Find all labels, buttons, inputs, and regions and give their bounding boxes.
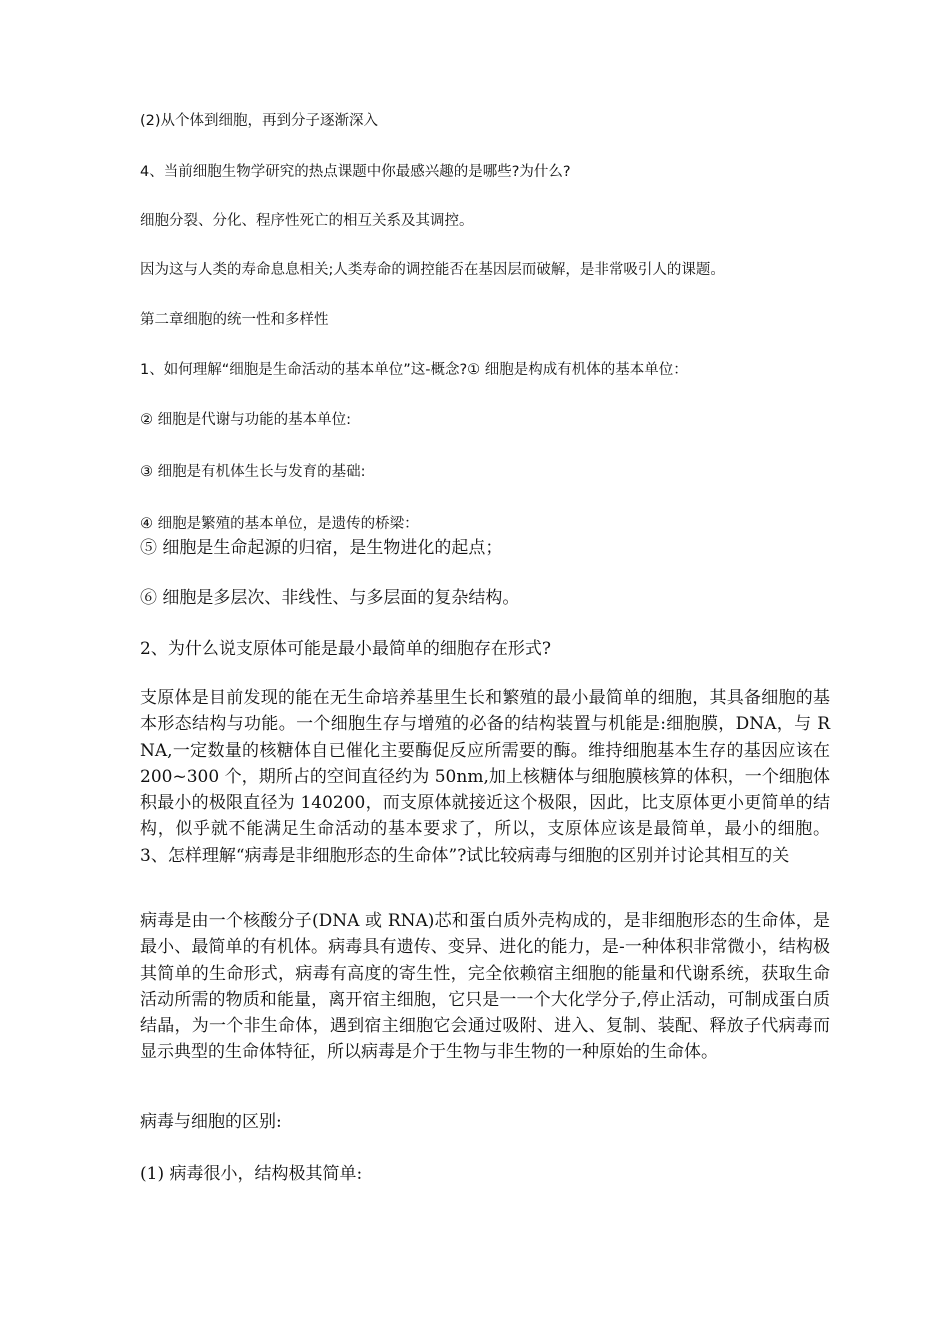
list-item: (1) 病毒很小，结构极其简单: [140, 1164, 363, 1184]
text-line: 因为这与人类的寿命息息相关;人类寿命的调控能否在基因层而破解，是非常吸引人的课题。 [140, 262, 725, 278]
question-heading: 2、为什么说支原体可能是最小最简单的细胞存在形式? [140, 639, 551, 659]
section-heading: 病毒与细胞的区别: [140, 1112, 282, 1132]
question-heading: 4、当前细胞生物学研究的热点课题中你最感兴趣的是哪些?为什么? [140, 164, 571, 180]
list-item: ⑥ 细胞是多层次、非线性、与多层面的复杂结构。 [140, 588, 520, 608]
list-item: ⑤ 细胞是生命起源的归宿，是生物进化的起点； [140, 538, 503, 558]
body-paragraph: 支原体是目前发现的能在无生命培养基里生长和繁殖的最小最简单的细胞，其具备细胞的基本形态结构与功能。一个细胞生存与增殖的必备的结构装置与机能是:细胞膜，DNA，与 RNA,一定数量的核糖体自已催化主要酶促反应所需要的酶。维持细胞基本生存的基因应该在 200~300 个，期所占的空间直径约为 50nm,加上核糖体与细胞膜核算的体积，一个细胞体积最小的极限直径为 140200，而支原体就接近这个极限，因此，比支原体更小更简单的结构，似乎就不能满足生命活动的基本要求了，所以，支原体应该是最简单，最小的细胞。3、怎样理解“病毒是非细胞形态的生命体”?试比较病毒与细胞的区别并讨论其相互的关 [140, 688, 830, 866]
list-item: ② 细胞是代谢与功能的基本单位: [140, 412, 351, 428]
question-heading: 1、如何理解“细胞是生命活动的基本单位”这-概念?① 细胞是构成有机体的基本单位： [140, 362, 688, 378]
list-item: ③ 细胞是有机体生长与发育的基础: [140, 464, 366, 480]
body-paragraph: 病毒是由一个核酸分子(DNA 或 RNA)芯和蛋白质外壳构成的，是非细胞形态的生命体，是最小、最简单的有机体。病毒具有遗传、变异、进化的能力，是-一种体积非常微小，结构极其简单的生命形式，病毒有高度的寄生性，完全依赖宿主细胞的能量和代谢系统，获取生命活动所需的物质和能量，离开宿主细胞，它只是一一个大化学分子,停止活动，可制成蛋白质结晶，为一个非生命体，遇到宿主细胞它会通过吸附、进入、复制、装配、释放子代病毒而显示典型的生命体特征，所以病毒是介于生物与非生物的一种原始的生命体。 [140, 911, 830, 1063]
list-item: ④ 细胞是繁殖的基本单位，是遗传的桥梁： [140, 516, 419, 532]
text-line: (2)从个体到细胞，再到分子逐渐深入 [140, 113, 379, 129]
chapter-title: 第二章细胞的统一性和多样性 [140, 312, 329, 328]
text-line: 细胞分裂、分化、程序性死亡的相互关系及其调控。 [140, 213, 474, 229]
